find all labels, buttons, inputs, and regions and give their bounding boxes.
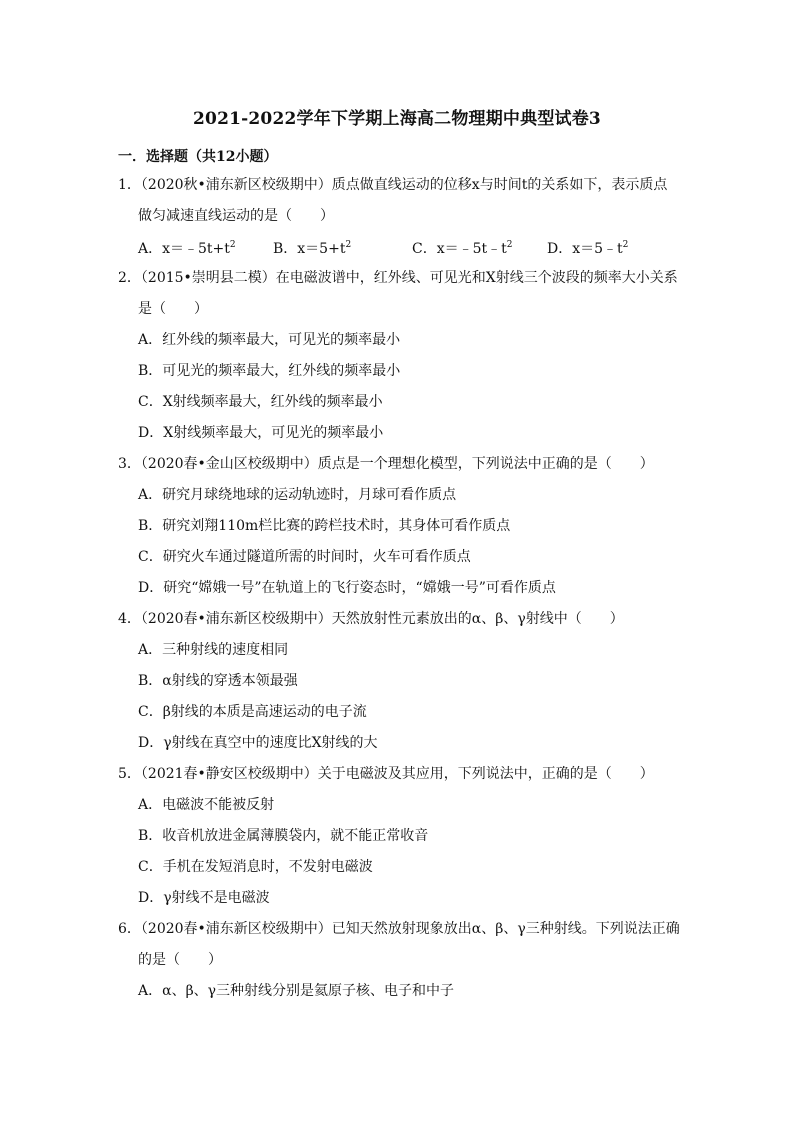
question-3-option-d[interactable]: D．研究“嫦娥一号”在轨道上的飞行姿态时，“嫦娥一号”可看作质点 <box>138 580 556 596</box>
question-5-stem: 5．（2021春•静安区校级期中）关于电磁波及其应用，下列说法中，正确的是（ ） <box>118 766 654 782</box>
question-3-option-c[interactable]: C．研究火车通过隧道所需的时间时，火车可看作质点 <box>138 549 471 565</box>
question-4-option-c[interactable]: C．β射线的本质是高速运动的电子流 <box>138 704 367 720</box>
question-1-option-c[interactable]: C．$x=﹣5t﹣t^2$ <box>412 240 513 257</box>
question-1-option-a[interactable]: A．$x=﹣5t+t^2$ <box>138 240 236 257</box>
question-4-option-a[interactable]: A．三种射线的速度相同 <box>138 642 289 658</box>
question-3-option-a[interactable]: A．研究月球绕地球的运动轨迹时，月球可看作质点 <box>138 487 457 503</box>
question-1-option-d[interactable]: D．$x=5﹣t^2$ <box>547 240 629 257</box>
question-4-option-b[interactable]: B．α射线的穿透本领最强 <box>138 673 298 689</box>
question-2-option-d[interactable]: D．X射线频率最大，可见光的频率最小 <box>138 425 384 441</box>
question-1-stem: 1．（2020秋•浦东新区校级期中）质点做直线运动的位移x与时间t的关系如下，表示质点 <box>118 177 668 193</box>
question-6-stem-cont: 的是（ ） <box>138 952 222 968</box>
question-5-option-c[interactable]: C．手机在发短消息时，不发射电磁波 <box>138 859 373 875</box>
question-5-option-a[interactable]: A．电磁波不能被反射 <box>138 797 275 813</box>
question-6-option-a[interactable]: A．α、β、γ三种射线分别是氦原子核、电子和中子 <box>138 983 455 999</box>
question-2-stem-cont: 是（ ） <box>138 301 208 317</box>
question-1-option-b[interactable]: B．$x=5+t^2$ <box>273 240 352 257</box>
question-4-option-d[interactable]: D．γ射线在真空中的速度比X射线的大 <box>138 735 378 751</box>
question-2-option-a[interactable]: A．红外线的频率最大，可见光的频率最小 <box>138 332 401 348</box>
question-5-option-b[interactable]: B．收音机放进金属薄膜袋内，就不能正常收音 <box>138 828 429 844</box>
question-2-stem: 2．（2015•崇明县二模）在电磁波谱中，红外线、可见光和X射线三个波段的频率大小关系 <box>118 270 678 286</box>
question-6-stem: 6．（2020春•浦东新区校级期中）已知天然放射现象放出α、β、γ三种射线。下列说法正确 <box>118 921 680 937</box>
section-heading: 一．选择题（共12小题） <box>118 149 278 165</box>
question-2-option-c[interactable]: C．X射线频率最大，红外线的频率最小 <box>138 394 383 410</box>
exam-title: 2021-2022学年下学期上海高二物理期中典型试卷3 <box>193 109 601 129</box>
question-5-option-d[interactable]: D．γ射线不是电磁波 <box>138 890 270 906</box>
question-1-stem-cont: 做匀减速直线运动的是（ ） <box>138 208 334 224</box>
question-3-option-b[interactable]: B．研究刘翔110m栏比赛的跨栏技术时，其身体可看作质点 <box>138 518 511 534</box>
question-3-stem: 3．（2020春•金山区校级期中）质点是一个理想化模型，下列说法中正确的是（ ） <box>118 456 654 472</box>
question-2-option-b[interactable]: B．可见光的频率最大，红外线的频率最小 <box>138 363 401 379</box>
question-4-stem: 4．（2020春•浦东新区校级期中）天然放射性元素放出的α、β、γ射线中（ ） <box>118 611 624 627</box>
